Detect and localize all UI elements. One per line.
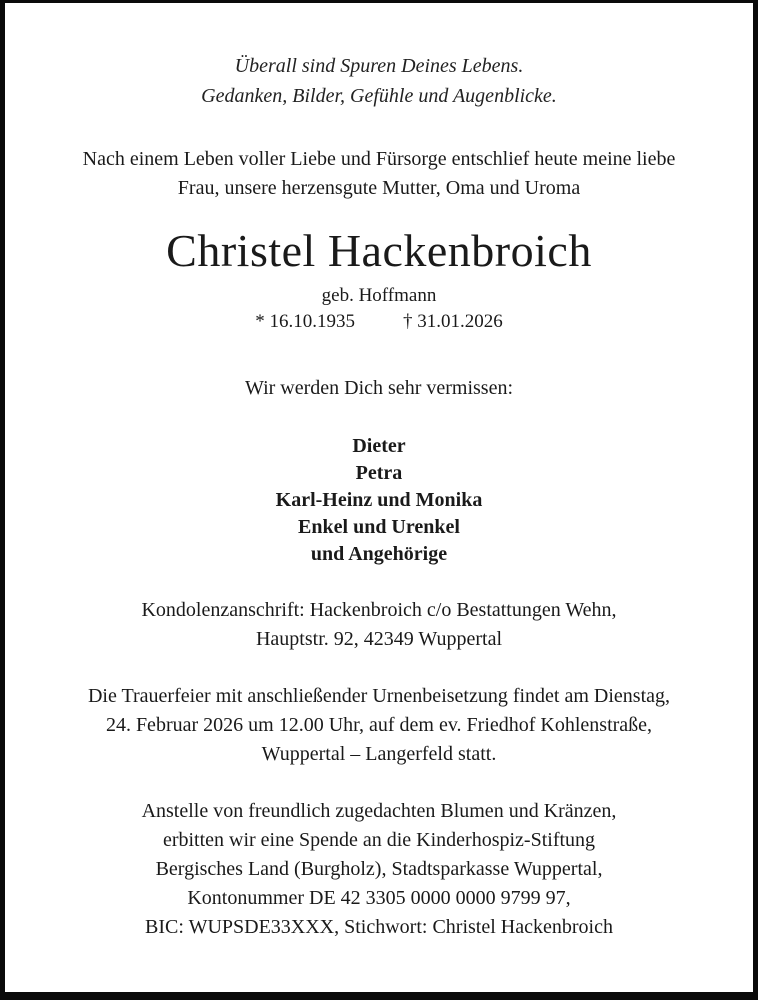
life-dates: [5, 309, 753, 335]
funeral-info: [5, 682, 753, 769]
condolence-address: [5, 596, 753, 654]
funeral-line-2: 24. Februar 2026 um 12.00 Uhr, auf dem ev. Friedhof Kohlenstraße,: [105, 714, 653, 736]
death-date-item: [403, 309, 503, 335]
donation-line-2: erbitten wir eine Spende an die Kinderhospiz-Stiftung: [162, 829, 596, 851]
mourner-name: Petra: [355, 462, 403, 484]
funeral-line-1: Die Trauerfeier mit anschließender Urnenbeisetzung findet am Dienstag,: [87, 685, 671, 707]
mourners-list: [5, 433, 753, 568]
mourner-name: Dieter: [352, 435, 406, 457]
birth-date: 16.10.1935: [269, 311, 355, 332]
donation-info: [5, 797, 753, 942]
maiden-name: geb. Hoffmann: [321, 285, 437, 306]
farewell-line: Wir werden Dich sehr vermissen:: [245, 377, 513, 399]
donation-line-1: Anstelle von freundlich zugedachten Blumen und Kränzen,: [141, 800, 617, 822]
death-dagger-symbol: †: [403, 311, 413, 332]
birth-date-item: [255, 309, 355, 335]
intro-text: [5, 145, 753, 203]
deceased-name: Christel Hackenbroich: [166, 225, 592, 276]
mourner-name: Enkel und Urenkel: [298, 516, 460, 538]
donation-line-3: Bergisches Land (Burgholz), Stadtsparkasse Wuppertal,: [155, 858, 603, 880]
obituary-content: [5, 3, 753, 942]
birth-star-symbol: *: [255, 311, 265, 332]
intro-line-1: Nach einem Leben voller Liebe und Fürsorge entschlief heute meine liebe: [82, 148, 676, 170]
intro-line-2: Frau, unsere herzensgute Mutter, Oma und Uroma: [177, 177, 581, 199]
donation-line-5: BIC: WUPSDE33XXX, Stichwort: Christel Hackenbroich: [145, 916, 613, 938]
epigraph-line-2: Gedanken, Bilder, Gefühle und Augenblicke.: [201, 85, 557, 107]
condolence-line-2: Hauptstr. 92, 42349 Wuppertal: [255, 628, 502, 650]
epigraph: [5, 51, 753, 111]
mourner-name: Karl-Heinz und Monika: [275, 489, 483, 511]
epigraph-line-1: Überall sind Spuren Deines Lebens.: [234, 55, 524, 77]
death-date: 31.01.2026: [417, 311, 503, 332]
donation-line-4: Kontonummer DE 42 3305 0000 0000 9799 97,: [187, 887, 571, 909]
funeral-line-3: Wuppertal – Langerfeld statt.: [261, 743, 497, 765]
mourner-name: und Angehörige: [310, 543, 448, 565]
condolence-line-1: Kondolenzanschrift: Hackenbroich c/o Bestattungen Wehn,: [141, 599, 617, 621]
